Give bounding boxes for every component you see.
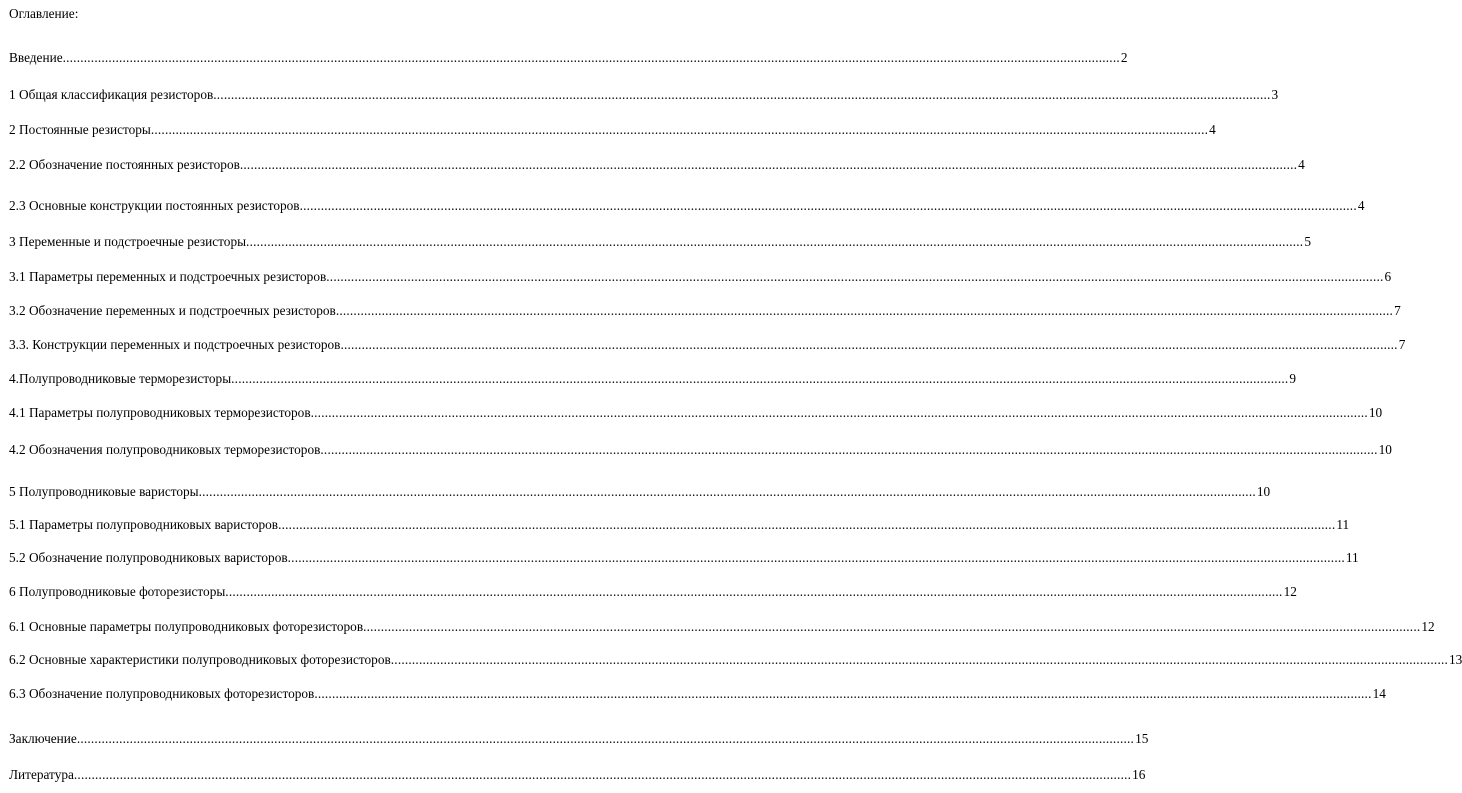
toc-entry (9, 652, 1462, 668)
toc-entry (9, 619, 1435, 635)
toc-entry (9, 517, 1350, 533)
toc-entry-title: Введение (9, 50, 63, 65)
toc-page-number: 10 (1378, 442, 1392, 457)
toc-heading: Оглавление: (9, 6, 79, 21)
toc-page-number: 7 (1394, 303, 1401, 318)
toc-entry-title: 6.1 Основные параметры полупроводниковых фоторезисторов (9, 619, 364, 634)
toc-entry-title: 2.2 Обозначение постоянных резисторов (9, 157, 240, 172)
toc-entry (9, 686, 1386, 702)
toc-dot-leader: ............................................................................................................................................................................................................................................................................................................ (73, 767, 1132, 782)
toc-page-number: 7 (1398, 337, 1406, 352)
toc-page-number: 4 (1209, 122, 1216, 137)
toc-entry (9, 731, 1149, 747)
toc-entry-title: 3 Переменные и подстроечные резисторы (9, 234, 247, 249)
toc-page-number: 13 (1449, 652, 1462, 667)
toc-dot-leader: ............................................................................................................................................................................................................................................................................................................ (150, 122, 1209, 137)
toc-dot-leader: ............................................................................................................................................................................................................................................................................................................ (213, 87, 1271, 102)
toc-dot-leader: ............................................................................................................................................................................................................................................................................................................ (310, 405, 1368, 420)
toc-entry-title: Литература (9, 767, 74, 782)
toc-page-number: 10 (1368, 405, 1383, 420)
toc-entry-title: 5.1 Параметры полупроводниковых варисторов (9, 517, 279, 532)
toc-dot-leader: ............................................................................................................................................................................................................................................................................................................ (239, 157, 1298, 172)
toc-entry-title: 5 Полупроводниковые варисторы (9, 484, 199, 499)
toc-dot-leader: ............................................................................................................................................................................................................................................................................................................ (314, 686, 1372, 701)
toc-page-number: 5 (1304, 234, 1311, 249)
toc-entry-title: 4.1 Параметры полупроводниковых терморезисторов (9, 405, 311, 420)
toc-page-number: 2 (1120, 50, 1128, 65)
toc-entry-title: 2 Постоянные резисторы (9, 122, 151, 137)
toc-entry-title: 3.3. Конструкции переменных и подстроечных резисторов (9, 337, 341, 352)
toc-dot-leader: ............................................................................................................................................................................................................................................................................................................ (390, 652, 1449, 667)
toc-dot-leader: ............................................................................................................................................................................................................................................................................................................ (198, 484, 1256, 499)
toc-entry (9, 484, 1271, 500)
toc-entry (9, 550, 1359, 566)
toc-entry-title: 4.2 Обозначения полупроводниковых терморезисторов (9, 442, 321, 457)
toc-page-number: 6 (1384, 269, 1392, 284)
toc-page-number: 15 (1135, 731, 1149, 746)
toc-page-number: 16 (1132, 767, 1146, 782)
toc-dot-leader: ............................................................................................................................................................................................................................................................................................................ (62, 50, 1120, 65)
toc-dot-leader: ............................................................................................................................................................................................................................................................................................................ (76, 731, 1135, 746)
toc-page-number: 4 (1357, 198, 1365, 213)
toc-entry (9, 269, 1392, 285)
toc-page-number: 4 (1298, 157, 1305, 172)
toc-dot-leader: ............................................................................................................................................................................................................................................................................................................ (335, 303, 1394, 318)
toc-entry (9, 234, 1311, 250)
toc-page-number: 14 (1372, 686, 1386, 701)
toc-entry-title: 6.3 Обозначение полупроводниковых фоторезисторов (9, 686, 315, 701)
toc-page-number: 12 (1421, 619, 1435, 634)
toc-entry-title: Заключение (9, 731, 77, 746)
toc-entry (9, 584, 1297, 600)
toc-page-number: 3 (1271, 87, 1279, 102)
toc-dot-leader: ............................................................................................................................................................................................................................................................................................................ (278, 517, 1336, 532)
toc-dot-leader: ............................................................................................................................................................................................................................................................................................................ (287, 550, 1345, 565)
toc-page-number: 11 (1336, 517, 1350, 532)
toc-entry-title: 6.2 Основные характеристики полупроводниковых фоторезисторов (9, 652, 391, 667)
toc-entry-title: 6 Полупроводниковые фоторезисторы (9, 584, 226, 599)
toc-page-number: 10 (1256, 484, 1271, 499)
toc-entry (9, 337, 1406, 353)
toc-entry-title: 4.Полупроводниковые терморезисторы (9, 371, 232, 386)
toc-entry (9, 405, 1383, 421)
toc-entry (9, 50, 1128, 66)
toc-dot-leader: ............................................................................................................................................................................................................................................................................................................ (326, 269, 1384, 284)
toc-entry-title: 1 Общая классификация резисторов (9, 87, 214, 102)
toc-entry (9, 122, 1216, 138)
toc-dot-leader: ............................................................................................................................................................................................................................................................................................................ (363, 619, 1421, 634)
toc-entry (9, 87, 1279, 103)
toc-dot-leader: ............................................................................................................................................................................................................................................................................................................ (299, 198, 1357, 213)
toc-dot-leader: ............................................................................................................................................................................................................................................................................................................ (246, 234, 1304, 249)
toc-entry (9, 198, 1365, 214)
toc-entry-title: 3.2 Обозначение переменных и подстроечных резисторов (9, 303, 336, 318)
toc-dot-leader: ............................................................................................................................................................................................................................................................................................................ (225, 584, 1283, 599)
toc-dot-leader: ............................................................................................................................................................................................................................................................................................................ (340, 337, 1398, 352)
toc-page-number: 9 (1289, 371, 1297, 386)
toc-entry (9, 303, 1401, 319)
toc-entry-title: 2.3 Основные конструкции постоянных резисторов (9, 198, 300, 213)
toc-entry (9, 157, 1305, 173)
toc-page-number: 12 (1283, 584, 1297, 599)
toc-dot-leader: ............................................................................................................................................................................................................................................................................................................ (320, 442, 1378, 457)
toc-entry-title: 5.2 Обозначение полупроводниковых варисторов (9, 550, 288, 565)
toc-entry-title: 3.1 Параметры переменных и подстроечных резисторов (9, 269, 327, 284)
toc-entry (9, 371, 1297, 387)
toc-page-number: 11 (1345, 550, 1359, 565)
toc-entry (9, 442, 1392, 458)
toc-entry (9, 767, 1146, 783)
toc-dot-leader: ............................................................................................................................................................................................................................................................................................................ (231, 371, 1289, 386)
